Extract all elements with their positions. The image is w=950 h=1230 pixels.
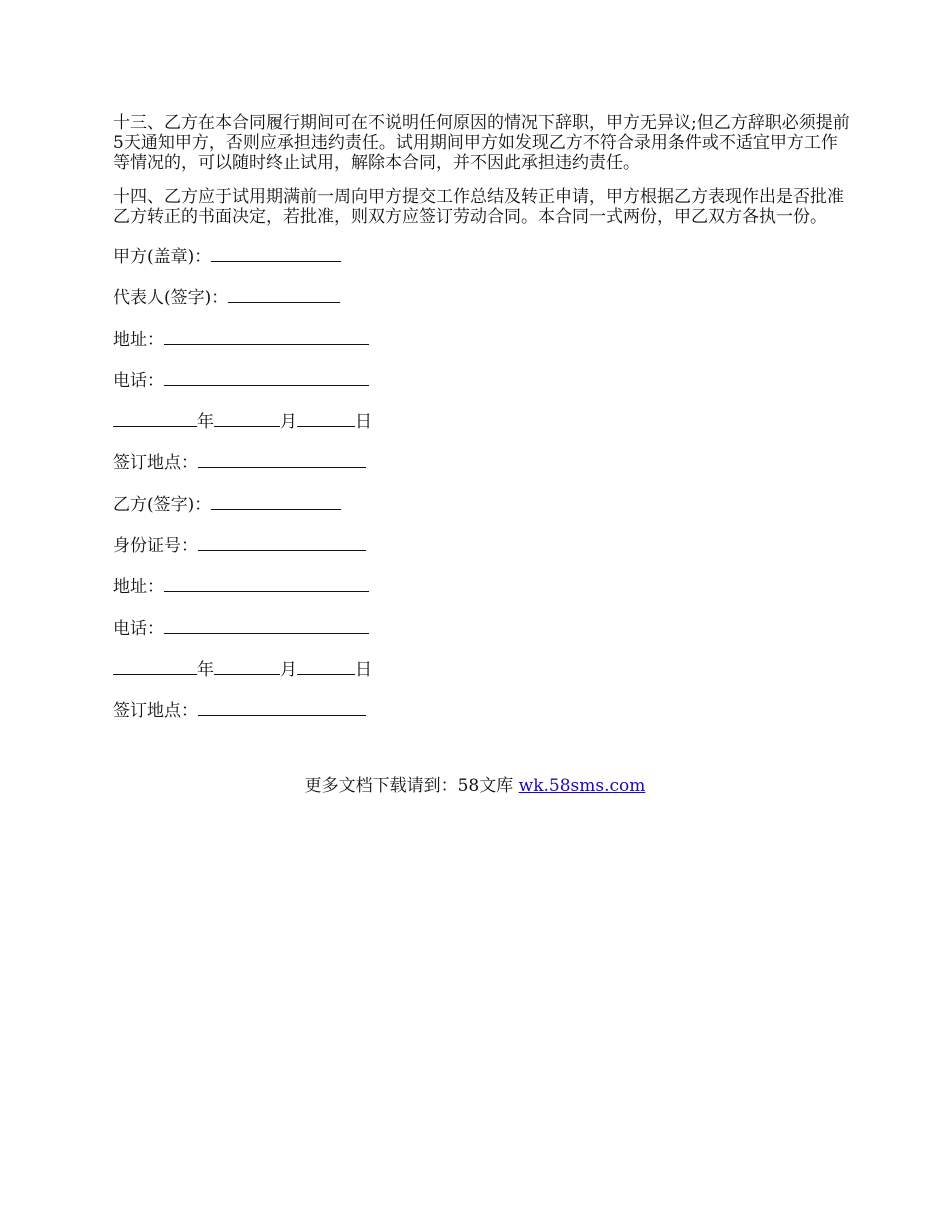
party-a-place-field (113, 451, 853, 492)
party-b-day-label: 日 (355, 659, 372, 680)
party-b-sign-field (113, 493, 853, 534)
party-b-place-blank (198, 699, 366, 716)
party-a-phone-label: 电话： (113, 370, 164, 391)
party-b-phone-field (113, 617, 853, 658)
footer-text: 更多文档下载请到：58文库 (304, 776, 519, 796)
party-b-id-field (113, 534, 853, 575)
clause-13: 十三、乙方在本合同履行期间可在不说明任何原因的情况下辞职，甲方无异议;但乙方辞职必须提前5天通知甲方，否则应承担违约责任。试用期间甲方如发现乙方不符合录用条件或不适宜甲方工作等情况的，可以随时终止试用，解除本合同，并不因此承担违约责任。 (113, 113, 850, 173)
party-a-phone-blank (164, 369, 369, 386)
party-a-phone-field (113, 369, 853, 410)
party-b-year-blank (113, 658, 197, 675)
party-b-place-label: 签订地点： (113, 701, 198, 722)
party-b-id-blank (198, 534, 366, 551)
party-a-year-label: 年 (197, 412, 214, 433)
party-a-address-field (113, 328, 853, 369)
party-a-rep-label: 代表人(签字)： (113, 288, 229, 309)
party-a-seal-blank (211, 245, 341, 262)
party-a-year-blank (113, 410, 197, 427)
party-b-address-field (113, 575, 853, 616)
party-a-date-field (113, 410, 853, 451)
party-b-sign-blank (211, 493, 341, 510)
party-a-seal-field (113, 245, 853, 286)
party-a-month-label: 月 (280, 412, 297, 433)
party-b-day-blank (297, 658, 355, 675)
party-b-month-blank (214, 658, 280, 675)
party-a-day-blank (297, 410, 355, 427)
party-b-year-label: 年 (197, 659, 214, 680)
footer-link[interactable]: wk.58sms.com (518, 776, 646, 796)
party-b-id-label: 身份证号： (113, 536, 198, 557)
party-b-address-blank (164, 575, 369, 592)
party-a-day-label: 日 (355, 412, 372, 433)
party-b-month-label: 月 (280, 659, 297, 680)
party-a-place-label: 签订地点： (113, 453, 198, 474)
party-b-address-label: 地址： (113, 577, 164, 598)
party-a-rep-blank (228, 286, 340, 303)
party-b-sign-label: 乙方(签字)： (113, 494, 212, 515)
clause-14: 十四、乙方应于试用期满前一周向甲方提交工作总结及转正申请，甲方根据乙方表现作出是否批准乙方转正的书面决定，若批准，则双方应签订劳动合同。本合同一式两份，甲乙双方各执一份。 (113, 187, 844, 227)
party-a-address-blank (164, 328, 369, 345)
party-b-phone-label: 电话： (113, 618, 164, 639)
party-b-place-field (113, 699, 853, 740)
party-b-date-field (113, 658, 853, 699)
party-a-place-blank (198, 451, 366, 468)
party-a-rep-field (113, 286, 853, 327)
party-a-address-label: 地址： (113, 329, 164, 350)
party-a-month-blank (214, 410, 280, 427)
document-body (113, 113, 853, 741)
party-a-seal-label: 甲方(盖章)： (113, 247, 212, 267)
party-b-phone-blank (164, 617, 369, 634)
download-footer (0, 776, 950, 796)
